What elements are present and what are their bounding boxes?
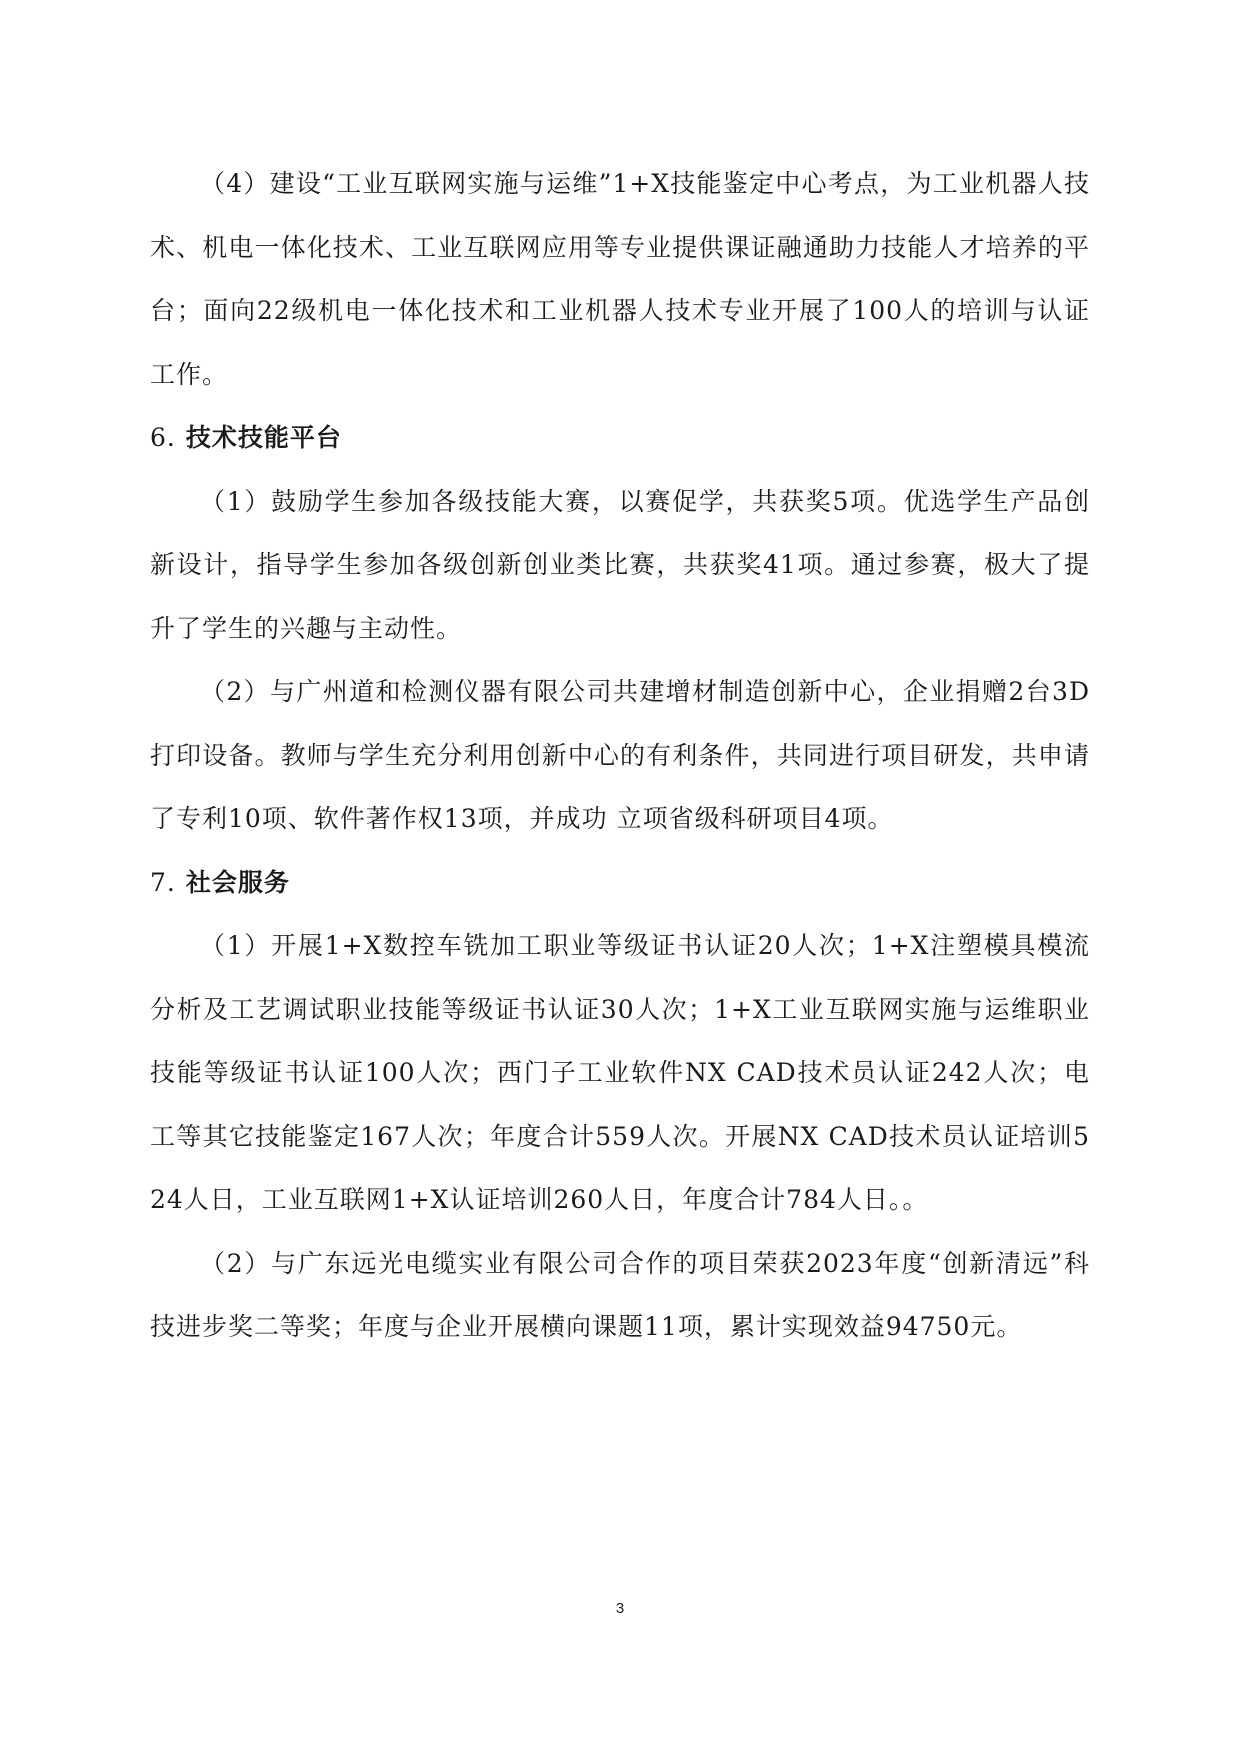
paragraph-additive-manufacturing-center: （2）与广州道和检测仪器有限公司共建增材制造创新中心，企业捐赠2台3D打印设备。教师与学生充分利用创新中心的有利条件，共同进行项目研发，共申请了专利10项、软件著作权13项，并成功 立项省级科研项目4项。 bbox=[150, 677, 1090, 833]
section-number: 7. bbox=[150, 867, 176, 897]
section-heading-social-services bbox=[150, 851, 1090, 915]
paragraph-enterprise-cooperation: （2）与广东远光电缆实业有限公司合作的项目荣获2023年度“创新清远”科技进步奖二等奖；年度与企业开展横向课题11项，累计实现效益94750元。 bbox=[150, 1248, 1090, 1341]
section-number: 6. bbox=[150, 423, 176, 452]
page-number: 3 bbox=[615, 1600, 625, 1617]
paragraph-certification-statistics: （1）开展1+X数控车铣加工职业等级证书认证20人次；1+X注塑模具模流分析及工艺调试职业技能等级证书认证30人次；1+X工业互联网实施与运维职业技能等级证书认证100人次；西门子工业软件NX CAD技术员认证242人次；电工等其它技能鉴定167人次；年度合计559人次。开展NX CAD技术员认证培训524人日，工业互联网1+X认证培训260人日，年度合计784人日。。 bbox=[150, 931, 1090, 1214]
paragraph-skills-competitions: （1）鼓励学生参加各级技能大赛，以赛促学，共获奖5项。优选学生产品创新设计，指导学生参加各级创新创业类比赛，共获奖41项。通过参赛，极大了提升了学生的兴趣与主动性。 bbox=[150, 486, 1090, 643]
paragraph-industrial-internet-center: （4）建设“工业互联网实施与运维”1+X技能鉴定中心考点，为工业机器人技术、机电一体化技术、工业互联网应用等专业提供课证融通助力技能人才培养的平台；面向22级机电一体化技术和工业机器人技术专业开展了100人的培训与认证工作。 bbox=[150, 169, 1090, 389]
section-title: 技术技能平台 bbox=[185, 423, 342, 452]
section-title: 社会服务 bbox=[185, 867, 290, 897]
document-body bbox=[150, 152, 1090, 1359]
section-heading-skills-platform bbox=[150, 406, 1090, 470]
